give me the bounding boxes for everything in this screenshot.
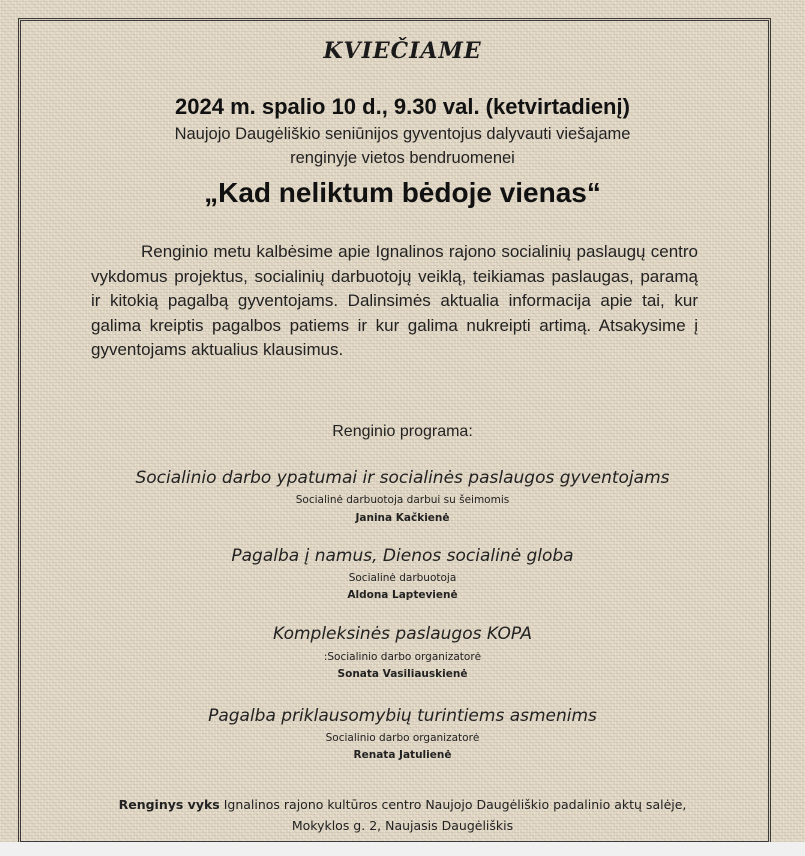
location-label: Renginys vyks: [118, 797, 220, 812]
program-item-role: :Socialinio darbo organizatorė: [323, 651, 482, 663]
event-date: 2024 m. spalio 10 d., 9.30 val. (ketvirtadienį): [175, 94, 630, 119]
program-item-speaker: Janina Kačkienė: [355, 512, 450, 524]
program-item-speaker: Sonata Vasiliauskienė: [337, 668, 468, 680]
event-name: „Kad neliktum bėdoje vienas“: [204, 177, 601, 208]
program-item-role: Socialinė darbuotoja: [348, 572, 457, 584]
program-item-speaker: Renata Jatulienė: [353, 749, 452, 761]
location-line-2: Mokyklos g. 2, Naujasis Daugėliškis: [291, 818, 514, 833]
program-item-title: Kompleksinės paslaugos KOPA: [273, 624, 532, 644]
program-item-title: Socialinio darbo ypatumai ir socialinės paslaugos gyventojams: [135, 468, 670, 488]
program-heading: Renginio programa:: [332, 423, 473, 440]
program-item-title: Pagalba į namus, Dienos socialinė globa: [231, 546, 574, 566]
description-paragraph: Renginio metu kalbėsime apie Ignalinos rajono socialinių paslaugų centro vykdomus projektus, socialinių darbuotojų veiklą, teikiamas paslaugas, paramą ir kitokią pagalbą gyventojams. Dalinsimės aktualia informacija apie tai, kur galima kreiptis pagalbos patiems ir kur galima nukreipti artimą. Atsakysime į gyventojams aktualius klausimus.: [91, 242, 698, 359]
program-item-role: Socialinio darbo organizatorė: [325, 732, 480, 744]
invitation-line-2: renginyje vietos bendruomenei: [290, 149, 515, 167]
program-item-role: Socialinė darbuotoja darbui su šeimomis: [295, 494, 510, 506]
program-item-title: Pagalba priklausomybių turintiems asmenims: [208, 706, 597, 726]
invitation-line-1: Naujojo Daugėliškio seniūnijos gyventojus dalyvauti viešajame: [174, 125, 631, 143]
program-item-speaker: Aldona Laptevienė: [347, 589, 458, 601]
bottom-strip: [0, 842, 805, 856]
page-title: KVIEČIAME: [323, 38, 482, 64]
location-line-1: [0, 797, 805, 812]
location-address-1: Ignalinos rajono kultūros centro Naujojo Daugėliškio padalinio aktų salėje,: [223, 797, 687, 812]
